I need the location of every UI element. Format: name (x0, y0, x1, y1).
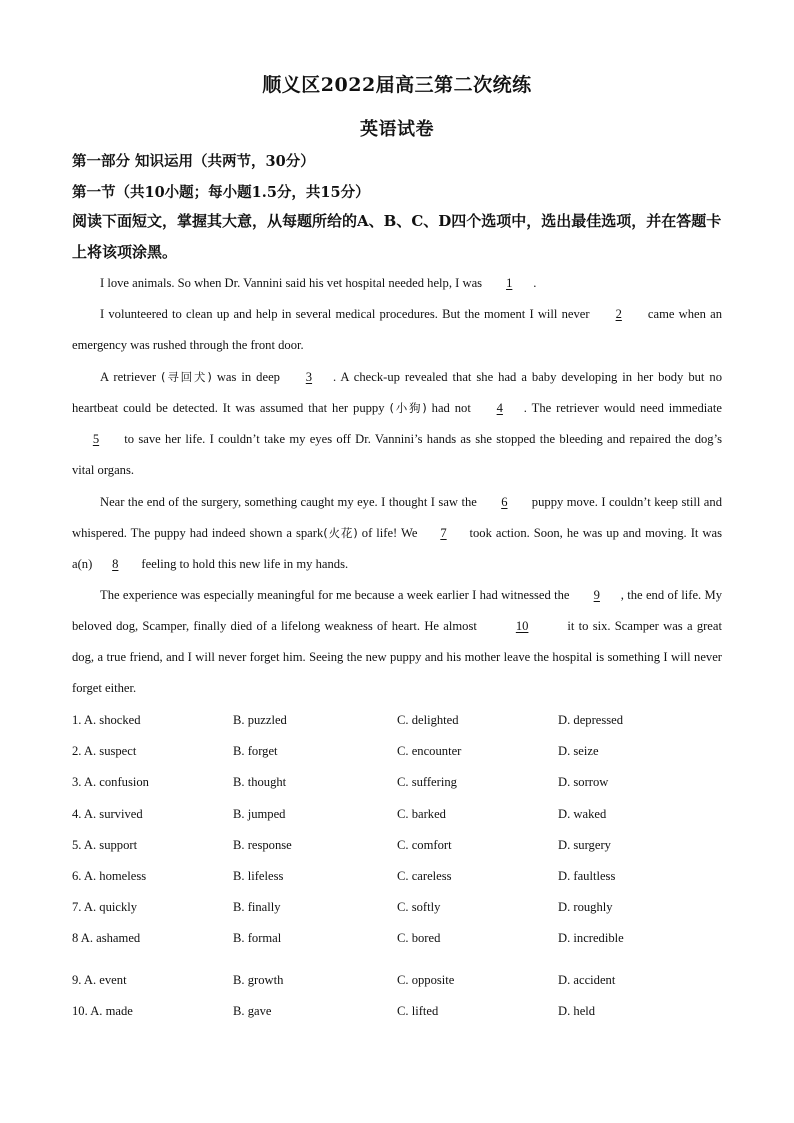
text: . The retriever would need immediate (523, 401, 722, 415)
text: I love animals. So when Dr. Vannini said his vet hospital needed help, I was (100, 276, 486, 290)
text: puppy move. I couldn’t keep still and whispered. The puppy had indeed shown a spark (72, 495, 722, 540)
exam-title: 顺义区2022届高三第二次统练 (262, 74, 532, 96)
option-c: C. delighted (397, 713, 459, 727)
blank-9: 9 (593, 588, 600, 602)
question-2-options (72, 744, 722, 764)
blank-10: 10 (515, 619, 529, 633)
gloss-text: (火花) (323, 526, 358, 540)
text: , the end of life. My beloved dog, Scamper, finally died of a lifelong weakness of heart. He almost (72, 588, 722, 633)
option-d: D. surgery (558, 838, 611, 852)
question-6-options (72, 869, 722, 889)
question-9-options (72, 973, 722, 993)
option-c: C. careless (397, 869, 452, 883)
option-d: D. accident (558, 973, 616, 987)
option-c: C. opposite (397, 973, 455, 987)
option-c: C. comfort (397, 838, 452, 852)
blank-3: 3 (305, 370, 313, 384)
option-c: C. softly (397, 900, 441, 914)
passage-paragraph-2 (72, 299, 722, 361)
blank-4: 4 (496, 401, 503, 415)
option-a: 4. A. survived (72, 807, 143, 821)
gloss-text: (小狗) (389, 401, 427, 415)
blank-1: 1 (506, 276, 513, 290)
option-b: B. lifeless (233, 869, 284, 883)
option-b: B. jumped (233, 807, 286, 821)
text: The experience was especially meaningful for me because a week earlier I had witnessed the (100, 588, 573, 602)
option-d: D. sorrow (558, 775, 609, 789)
text: Near the end of the surgery, something caught my eye. I thought I saw the (100, 495, 481, 509)
question-3-options (72, 775, 722, 795)
text: of life! We (357, 526, 422, 540)
option-c: C. barked (397, 807, 446, 821)
passage-paragraph-5 (72, 580, 722, 704)
exam-subtitle: 英语试卷 (360, 119, 434, 140)
text: came when an emergency was rushed through the front door. (72, 307, 722, 352)
text: . A check-up revealed that she had a baby developing in her body but no heartbeat could be detected. It was assumed that her puppy (72, 370, 722, 415)
instruction-text: 阅读下面短文，掌握其大意，从每题所给的A、B、C、D四个选项中，选出最佳选项，并在答题卡上将该项涂黑。 (72, 212, 722, 261)
gloss-text: (寻回犬) (161, 370, 212, 384)
text: was in deep (211, 370, 285, 384)
text: I volunteered to clean up and help in several medical procedures. But the moment I will never (100, 307, 594, 321)
option-a: 10. A. made (72, 1004, 133, 1018)
option-b: B. response (233, 838, 292, 852)
option-b: B. puzzled (233, 713, 287, 727)
option-d: D. depressed (558, 713, 624, 727)
option-b: B. thought (233, 775, 287, 789)
text: had not (426, 401, 476, 415)
blank-6: 6 (501, 495, 508, 509)
option-a: 1. A. shocked (72, 713, 141, 727)
question-7-options (72, 900, 722, 920)
option-b: B. gave (233, 1004, 272, 1018)
option-d: D. held (558, 1004, 596, 1018)
blank-8: 8 (112, 557, 119, 571)
passage-paragraph-4 (72, 487, 722, 580)
passage-paragraph-3 (72, 362, 722, 486)
option-c: C. encounter (397, 744, 462, 758)
option-d: D. waked (558, 807, 607, 821)
blank-5: 5 (92, 432, 100, 446)
option-a: 8 A. ashamed (72, 931, 141, 945)
text: A retriever (100, 370, 162, 384)
blank-2: 2 (615, 307, 622, 321)
option-d: D. faultless (558, 869, 616, 883)
question-1-options (72, 713, 722, 733)
option-a: 9. A. event (72, 973, 127, 987)
option-a: 3. A. confusion (72, 775, 149, 789)
blank-7: 7 (440, 526, 447, 540)
option-b: B. formal (233, 931, 282, 945)
passage-paragraph-1 (72, 268, 722, 299)
part-heading: 第一部分 知识运用（共两节，30分） (72, 153, 315, 170)
option-a: 5. A. support (72, 838, 138, 852)
question-10-options (72, 1004, 722, 1024)
text: feeling to hold this new life in my hands. (138, 557, 349, 571)
section-heading: 第一节（共10小题；每小题1.5分，共15分） (72, 184, 370, 201)
option-d: D. incredible (558, 931, 624, 945)
option-b: B. growth (233, 973, 284, 987)
option-c: C. bored (397, 931, 441, 945)
option-a: 6. A. homeless (72, 869, 147, 883)
question-8-options (72, 931, 722, 951)
question-5-options (72, 838, 722, 858)
option-d: D. seize (558, 744, 599, 758)
option-c: C. suffering (397, 775, 457, 789)
text: to save her life. I couldn’t take my eyes off Dr. Vannini’s hands as she stopped the bleeding and repaired the dog’s vital organs. (72, 432, 722, 477)
text: . (533, 276, 537, 290)
text: it to six. Scamper was a great dog, a true friend, and I will never forget him. Seeing the new puppy and his mother leave the hospital is something I will never forget either. (72, 619, 722, 695)
option-b: B. forget (233, 744, 278, 758)
option-d: D. roughly (558, 900, 613, 914)
option-a: 7. A. quickly (72, 900, 138, 914)
text: took action. Soon, he was up and moving. It was a(n) (72, 526, 722, 571)
option-c: C. lifted (397, 1004, 439, 1018)
question-4-options (72, 807, 722, 827)
option-a: 2. A. suspect (72, 744, 137, 758)
option-b: B. finally (233, 900, 281, 914)
